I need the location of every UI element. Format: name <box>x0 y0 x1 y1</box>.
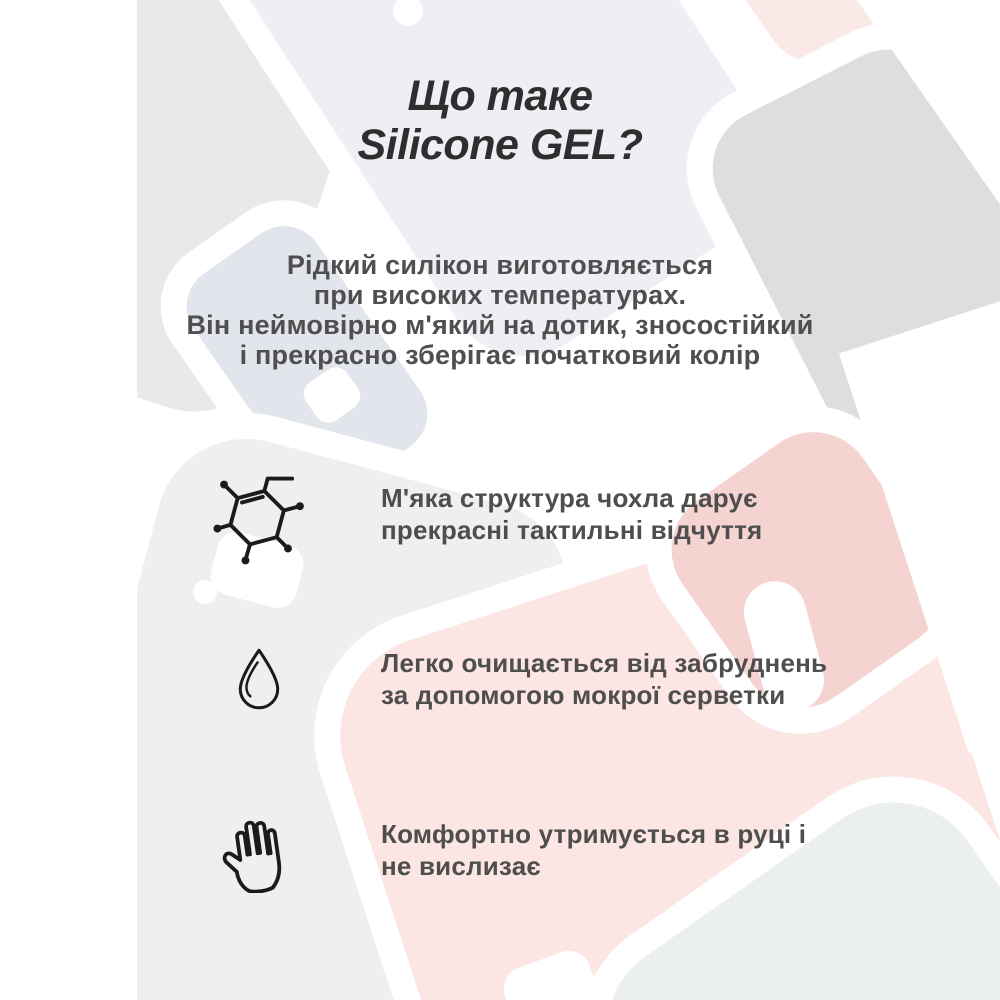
intro-line: при високих температурах. <box>313 280 687 310</box>
feature-line: Комфортно утримується в руці і <box>381 819 807 849</box>
feature-row-soft-structure <box>213 458 762 570</box>
intro-paragraph <box>0 250 1000 370</box>
feature-line: М'яка структура чохла дарує <box>381 483 758 513</box>
molecule-icon <box>213 461 305 567</box>
feature-row-easy-clean <box>213 634 827 724</box>
feature-text <box>381 647 827 711</box>
feature-row-comfort-grip <box>213 804 806 896</box>
feature-line: прекрасні тактильні відчуття <box>381 515 763 545</box>
page-title <box>0 72 1000 170</box>
hand-icon <box>213 807 305 893</box>
feature-text <box>381 818 806 882</box>
water-drop-icon <box>213 638 305 720</box>
feature-line: не вислизає <box>381 851 541 881</box>
intro-line: Він неймовірно м'який на дотик, зносостійкий <box>186 310 814 340</box>
feature-text <box>381 482 762 546</box>
title-line-2: Silicone GEL? <box>357 121 643 169</box>
feature-line: за допомогою мокрої серветки <box>381 680 786 710</box>
intro-line: Рідкий силікон виготовляється <box>286 250 714 280</box>
feature-line: Легко очищається від забруднень <box>381 648 828 678</box>
title-line-1: Що таке <box>407 72 593 120</box>
intro-line: і прекрасно зберігає початковий колір <box>239 340 761 370</box>
